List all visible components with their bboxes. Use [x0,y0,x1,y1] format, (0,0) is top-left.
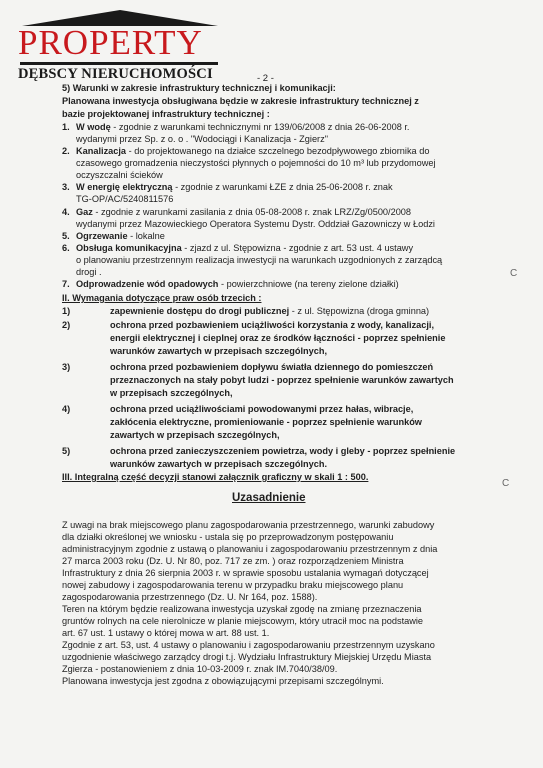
item-text: - zgodnie z warunkami ŁZE z dnia 25-06-2008 r. znak [172,182,393,192]
item-number: 5. [62,231,70,241]
item-text: wydanymi przez Sp. z o. o . "Wodociągi i Kanalizacja - Zgierz" [76,134,328,144]
paragraph-line: Zgierza - postanowieniem z dnia 10-03-2009 r. znak IM.7040/38/09. [62,664,338,674]
infra-item-access [76,243,413,254]
item-lead: Odprowadzenie wód opadowych [76,279,219,289]
paragraph-line: Planowana inwestycja jest zgodna z obowiązującymi przepisami szczególnymi. [62,676,384,686]
paragraph-line: Teren na którym będzie realizowana inwestycja uzyskał zgodę na zmianę przeznaczenia [62,604,422,614]
infra-item-heating [76,231,165,242]
section-5-intro-2: bazie projektowanej infrastruktury technicznej : [62,109,270,119]
item-text: - zgodnie z warunkami zasilania z dnia 05-08-2008 r. znak LRZ/Zg/0500/2008 [92,207,412,217]
item-text: - z ul. Stępowizna (droga gminna) [289,306,430,316]
item-text: zakłócenia elektryczne, promieniowanie - poprzez spełnienie warunków [110,417,422,427]
item-number: 3) [62,362,71,372]
item-number: 6. [62,243,70,253]
paragraph-line: Z uwagi na brak miejscowego planu zagospodarowania przestrzennego, warunki zabudowy [62,520,435,530]
item-text: zawartych w przepisach szczególnych, [110,430,280,440]
paragraph-line: administracyjnym zgodnie z ustawą o planowaniu i zagospodarowaniu przestrzennym z dnia [62,544,438,554]
section-5-intro: Planowana inwestycja obsługiwana będzie w zakresie infrastruktury technicznej z [62,96,419,106]
infra-item-sewage [76,146,429,157]
item-text: wydanymi przez Mazowieckiego Operatora Systemu Dystr. Oddział Gazowniczy w Łodzi [76,219,435,229]
item-lead: W wodę [76,122,111,132]
item-number: 1. [62,122,70,132]
rights-item-road-access [110,306,429,317]
paragraph-line: art. 67 ust. 1 ustawy o której mowa w art. 88 ust. 1. [62,628,270,638]
item-number: 4. [62,207,70,217]
item-text: - do projektowanego na działce szczelnego bezodpływowego zbiornika do [126,146,430,156]
item-number: 2) [62,320,71,330]
infra-item-rainwater [76,279,399,290]
item-text: drogi . [76,267,102,277]
paragraph-line: Infrastruktury z dnia 26 sierpnia 2003 r. w sprawie sposobu ustalania wymagań dotyczącej [62,568,429,578]
rights-item-daylight: ochrona przed pozbawieniem dopływu światła dziennego do pomieszczeń [110,362,434,372]
rights-item-pollution: ochrona przed zanieczyszczeniem powietrza, wody i gleby - poprzez spełnienie [110,446,456,456]
item-number: 3. [62,182,70,192]
infra-item-gas [76,207,411,218]
item-text: w przepisach szczególnych, [110,388,233,398]
rights-item-utilities: ochrona przed pozbawieniem uciążliwości korzystania z wody, kanalizacji, [110,320,435,330]
page-number: - 2 - [257,73,274,84]
item-text: - zjazd z ul. Stępowizna - zgodnie z art. 53 ust. 4 ustawy [181,243,414,253]
logo-divider [20,62,218,65]
item-text: warunków zawartych w przepisach szczególnych. [110,459,327,469]
margin-mark: C [510,268,518,279]
item-text: o planowaniu przestrzennym realizacja inwestycji na warunkach uzgodnionych z zarządcą [76,255,443,265]
item-lead: Ogrzewanie [76,231,128,241]
item-number: 5) [62,446,71,456]
item-lead: W energię elektryczną [76,182,173,192]
paragraph-line: Zgodnie z art. 53, ust. 4 ustawy o planowaniu i zagospodarowaniu przestrzennym uzyskano [62,640,435,650]
item-number: 7. [62,279,70,289]
item-text: - zgodnie z warunkami technicznymi nr 139/06/2008 z dnia 26-06-2008 r. [110,122,410,132]
infra-item-electricity [76,182,393,193]
infra-item-water [76,122,409,133]
paragraph-line: dla działki określonej we wniosku - ustala się po przeprowadzonym postępowaniu [62,532,394,542]
section-3-title: III. Integralną część decyzji stanowi załącznik graficzny w skali 1 : 500. [62,472,369,482]
item-lead: Kanalizacja [76,146,127,156]
item-text: - powierzchniowe (na tereny zielone działki) [218,279,399,289]
paragraph-line: uzgodnienie właściwego zarządcy drogi t.j. Wydziału Infrastruktury Miejskiej Urzędu Miasta [62,652,432,662]
paragraph-line: nowej zabudowy i zagospodarowania terenu w przypadku braku miejscowego planu [62,580,404,590]
rights-item-nuisance: ochrona przed uciążliwościami powodowanymi przez hałas, wibracje, [110,404,414,414]
brand-tagline: DĘBSCY NIERUCHOMOŚCI [18,66,213,82]
item-lead: Obsługa komunikacyjna [76,243,182,253]
paragraph-line: gruntów rolnych na cele nierolnicze w planie miejscowym, który utracił moc na podstawie [62,616,424,626]
item-number: 1) [62,306,71,316]
justification-heading: Uzasadnienie [232,492,306,504]
item-lead: Gaz [76,207,93,217]
item-text: - lokalne [127,231,165,241]
item-text: energii elektrycznej i cieplnej oraz ze środków łączności - poprzez spełnienie [110,333,446,343]
item-lead: zapewnienie dostępu do drogi publicznej [110,306,290,316]
item-text: warunków zawartych w przepisach szczególnych, [110,346,327,356]
paragraph-line: 27 marca 2003 roku (Dz. U. Nr 80, poz. 717 ze zm. ) oraz rozporządzeniem Ministra [62,556,404,566]
item-number: 2. [62,146,70,156]
item-text: oczyszczalni ścieków [76,170,163,180]
item-text: przeznaczonych na stały pobyt ludzi - poprzez spełnienie warunków zawartych [110,375,454,385]
item-text: czasowego gromadzenia nieczystości płynnych o pojemności do 10 m³ lub przydomowej [76,158,436,168]
item-text: TG-OP/AC/5240811576 [76,194,174,204]
paragraph-line: zagospodarowania przestrzennego (Dz. U. Nr 164, poz. 1588). [62,592,318,602]
brand-logo: PROPERTY [18,23,203,62]
section-2-title: II. Wymagania dotyczące praw osób trzecich : [62,293,262,303]
margin-mark: C [502,478,510,489]
section-5-title: 5) Warunki w zakresie infrastruktury technicznej i komunikacji: [62,83,336,93]
item-number: 4) [62,404,71,414]
